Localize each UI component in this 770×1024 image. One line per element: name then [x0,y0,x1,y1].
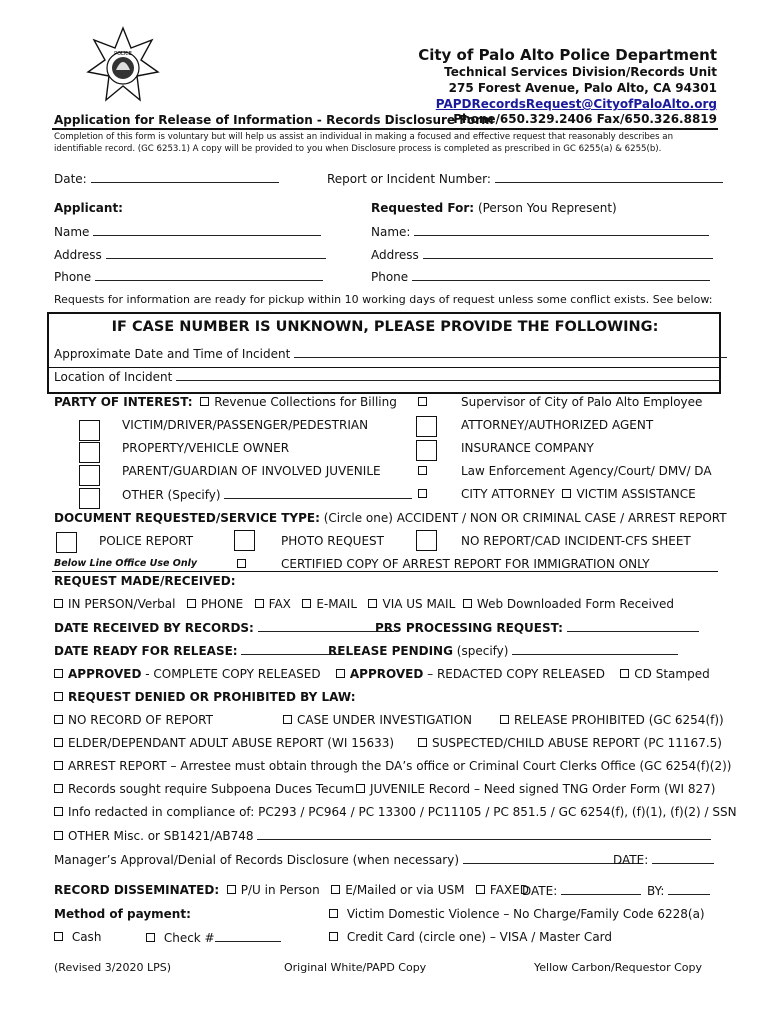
photo-request-label: PHOTO REQUEST [281,534,384,548]
other-checkbox[interactable] [79,488,100,509]
subpoena-checkbox[interactable] [54,784,63,793]
web-form-label: Web Downloaded Form Received [476,597,674,611]
in-person-checkbox[interactable] [54,599,63,608]
victim-driver-checkbox[interactable] [79,420,100,441]
police-report-checkbox[interactable] [56,532,77,553]
unknown-case-divider [49,367,719,368]
insurance-label: INSURANCE COMPANY [461,441,594,455]
certified-copy-checkbox[interactable] [237,559,246,568]
arrest-report-label: ARREST REPORT – Arrestee must obtain through the DA’s office or Criminal Court Clerks Office (GC 6254(f)(2)) [68,759,732,773]
web-form-checkbox[interactable] [463,599,472,608]
office-use-only-label: Below Line Office Use Only [54,558,198,569]
no-record-checkbox[interactable] [54,715,63,724]
department-name: City of Palo Alto Police Department [418,46,717,64]
credit-card-checkbox[interactable] [329,932,338,941]
document-type-row [54,511,727,525]
denied-checkbox[interactable] [54,692,63,701]
disseminated-row [54,883,529,897]
requested-phone-field[interactable] [371,269,710,284]
date-field[interactable] [54,171,279,186]
other-label: OTHER (Specify) [122,488,221,502]
emailed-label: E/Mailed or via USM [345,883,465,897]
applicant-name-label: Name [54,225,90,239]
property-owner-label: PROPERTY/VEHICLE OWNER [122,441,290,455]
arrest-report-checkbox[interactable] [54,761,63,770]
city-attorney-checkbox[interactable] [418,489,427,498]
approx-date-label: Approximate Date and Time of Incident [54,347,291,361]
cash-checkbox[interactable] [54,932,63,941]
disseminated-label: RECORD DISSEMINATED: [54,883,220,897]
victim-dv-checkbox[interactable] [329,909,338,918]
requested-for-heading: Requested For: (Person You Represent) [371,201,617,215]
document-type-options: (Circle one) ACCIDENT / NON OR CRIMINAL CASE / ARREST REPORT [323,511,727,525]
phone-checkbox[interactable] [187,599,196,608]
parent-guardian-checkbox[interactable] [79,465,100,486]
header-rule [52,128,718,130]
location-label: Location of Incident [54,370,173,384]
us-mail-label: VIA US MAIL [382,597,456,611]
property-owner-checkbox[interactable] [79,442,100,463]
disseminated-by-field[interactable] [647,883,710,898]
certified-copy-option[interactable] [237,557,251,571]
date-received-label: DATE RECEIVED BY RECORDS: [54,621,254,635]
child-abuse-label: SUSPECTED/CHILD ABUSE REPORT (PC 11167.5) [432,736,722,750]
victim-dv-label: Victim Domestic Violence – No Charge/Family Code 6228(a) [346,907,705,921]
city-attorney-label: CITY ATTORNEY [461,487,555,501]
date-ready-field[interactable] [54,643,341,658]
manager-date-label: DATE: [613,853,649,867]
release-prohibited-checkbox[interactable] [500,715,509,724]
release-prohibited-option [500,713,724,727]
applicant-name-field[interactable] [54,224,321,239]
no-record-option [54,713,213,727]
party-of-interest-row [54,395,397,409]
check-checkbox[interactable] [146,933,155,942]
party-label: PARTY OF INTEREST: [54,395,193,409]
subpoena-label: Records sought require Subpoena Duces Tecum [68,782,355,796]
form-title: Application for Release of Information - Records Disclosure Form [54,113,494,127]
case-under-option [283,713,472,727]
approved-redacted-checkbox[interactable] [336,669,345,678]
elder-option [54,736,394,750]
release-pending-label: RELEASE PENDING [328,644,453,658]
credit-card-option [329,930,612,944]
supervisor-option[interactable] [418,395,432,409]
manager-date-field[interactable] [613,852,714,867]
approved-row: APPROVED - COMPLETE COPY RELEASED APPROVED – REDACTED COPY RELEASED CD Stamped [54,667,710,681]
applicant-heading: Applicant: [54,201,123,215]
manager-approval-label: Manager’s Approval/Denial of Records Disclosure (when necessary) [54,853,460,867]
supervisor-label: Supervisor of City of Palo Alto Employee [461,395,703,409]
other-misc-field[interactable] [54,828,711,843]
requested-name-label: Name: [371,225,411,239]
applicant-phone-field[interactable] [54,269,323,284]
approved-complete-checkbox[interactable] [54,669,63,678]
date-label: Date: [54,172,87,186]
law-enforcement-checkbox[interactable] [418,466,427,475]
juvenile-checkbox[interactable] [356,784,365,793]
request-made-heading: REQUEST MADE/RECEIVED: [54,574,236,588]
unknown-case-heading: IF CASE NUMBER IS UNKNOWN, PLEASE PROVIDE THE FOLLOWING: [111,319,659,335]
revised-note: (Revised 3/2020 LPS) [54,961,171,974]
department-address: 275 Forest Avenue, Palo Alto, CA 94301 [448,81,717,95]
disseminated-date-field[interactable] [522,883,641,898]
pickup-note: Requests for information are ready for pickup within 10 working days of request unless some conflict exists. See below: [54,293,713,306]
specify-label: (specify) [456,644,509,658]
requested-name-field[interactable] [371,224,709,239]
no-report-checkbox[interactable] [416,530,437,551]
police-report-label: POLICE REPORT [99,534,194,548]
check-label: Check # [163,931,215,945]
other-misc-label: OTHER Misc. or SB1421/AB748 [68,829,254,843]
certified-copy-label: CERTIFIED COPY OF ARREST REPORT FOR IMMIGRATION ONLY [281,557,650,571]
disseminated-by-label: BY: [647,884,665,898]
date-ready-label: DATE READY FOR RELEASE: [54,644,238,658]
juvenile-option [356,782,715,796]
requested-phone-label: Phone [371,270,409,284]
applicant-address-field[interactable] [54,247,326,262]
approx-date-field[interactable] [54,346,727,361]
city-attorney-row [461,487,696,501]
check-field[interactable] [146,930,281,945]
case-under-checkbox[interactable] [283,715,292,724]
phone-fax: Phone/650.329.2406 Fax/650.326.8819 [453,112,717,126]
in-person-label: IN PERSON/Verbal [68,597,176,611]
date-received-field[interactable] [54,620,394,635]
juvenile-label: JUVENILE Record – Need signed TNG Order Form (WI 827) [370,782,716,796]
applicant-address-label: Address [54,248,102,262]
photo-request-checkbox[interactable] [234,530,255,551]
police-badge-logo [86,26,160,108]
pickup-label: P/U in Person [240,883,320,897]
office-use-rule [52,571,718,572]
revenue-checkbox[interactable] [200,397,209,406]
subpoena-option [54,782,354,796]
cash-label: Cash [71,930,102,944]
law-enforcement-label: Law Enforcement Agency/Court/ DMV/ DA [461,464,712,478]
pickup-checkbox[interactable] [227,885,236,894]
attorney-agent-checkbox[interactable] [416,416,437,437]
email-checkbox[interactable] [302,599,311,608]
victim-driver-label: VICTIM/DRIVER/PASSENGER/PEDESTRIAN [122,418,369,432]
release-pending-field[interactable] [328,643,678,658]
cash-option [54,930,101,944]
records-email-link[interactable]: PAPDRecordsRequest@CityofPaloAlto.org [435,97,717,111]
request-method-row [54,597,674,611]
denied-label: REQUEST DENIED OR PROHIBITED BY LAW: [68,690,356,704]
fax-checkbox[interactable] [255,599,264,608]
denied-row [54,690,356,704]
parent-guardian-label: PARENT/GUARDIAN OF INVOLVED JUVENILE [122,464,381,478]
law-enforcement-option[interactable] [418,464,432,478]
redacted-label: Info redacted in compliance of: PC293 / PC964 / PC 13300 / PC11105 / PC 851.5 / GC 6254(f), (f)(1), (f)(2) / SSN [68,805,737,819]
victim-assistance-checkbox[interactable] [562,489,571,498]
badge-text: POLICE [114,51,132,57]
credit-card-label: Credit Card (circle one) – VISA / Master Card [346,930,613,944]
unit-name: Technical Services Division/Records Unit [444,65,717,79]
payment-method-heading: Method of payment: [54,907,191,921]
prs-field[interactable] [375,620,699,635]
prs-label: PRS PROCESSING REQUEST: [375,621,563,635]
report-number-field[interactable] [327,171,723,186]
faxed-label: FAXED [489,883,529,897]
intro-line-1: Completion of this form is voluntary but will help us assist an individual in making a focused and effective request that reasonably describes an [54,132,674,142]
intro-line-2: identifiable record. (GC 6253.1) A copy will be provided to you when Disclosure process is completed as prescribed in GC 6255(a) & 6255(b). [54,144,662,154]
applicant-phone-label: Phone [54,270,92,284]
no-record-label: NO RECORD OF REPORT [68,713,213,727]
other-misc-checkbox[interactable] [54,831,63,840]
email-label: E-MAIL [316,597,358,611]
document-type-label: DOCUMENT REQUESTED/SERVICE TYPE: [54,511,320,525]
elder-checkbox[interactable] [54,738,63,747]
disseminated-date-label: DATE: [522,884,558,898]
faxed-checkbox[interactable] [476,885,485,894]
requested-address-label: Address [371,248,419,262]
approved-complete-label: - COMPLETE COPY RELEASED [141,667,321,681]
no-report-label: NO REPORT/CAD INCIDENT-CFS SHEET [461,534,691,548]
approved-redacted-label: – REDACTED COPY RELEASED [423,667,606,681]
child-abuse-checkbox[interactable] [418,738,427,747]
child-abuse-option [418,736,722,750]
elder-label: ELDER/DEPENDANT ADULT ABUSE REPORT (WI 15633) [68,736,395,750]
insurance-checkbox[interactable] [416,440,437,461]
redacted-option [54,805,737,819]
us-mail-checkbox[interactable] [368,599,377,608]
cd-stamped-label: CD Stamped [634,667,710,681]
victim-assistance-label: VICTIM ASSISTANCE [576,487,696,501]
report-number-label: Report or Incident Number: [327,172,491,186]
requested-address-field[interactable] [371,247,713,262]
attorney-agent-label: ATTORNEY/AUTHORIZED AGENT [461,418,654,432]
yellow-copy-note: Yellow Carbon/Requestor Copy [534,961,703,974]
supervisor-checkbox[interactable] [418,397,427,406]
other-specify-field[interactable] [122,487,412,502]
phone-label: PHONE [200,597,244,611]
manager-approval-field[interactable] [54,852,643,867]
city-attorney-option[interactable] [418,487,432,501]
redacted-checkbox[interactable] [54,807,63,816]
fax-label: FAX [268,597,291,611]
case-under-label: CASE UNDER INVESTIGATION [297,713,472,727]
emailed-checkbox[interactable] [331,885,340,894]
release-prohibited-label: RELEASE PROHIBITED (GC 6254(f)) [514,713,724,727]
victim-dv-option [329,907,705,921]
original-copy-note: Original White/PAPD Copy [284,961,427,974]
revenue-label: Revenue Collections for Billing [214,395,397,409]
location-field[interactable] [54,369,721,384]
cd-stamped-checkbox[interactable] [620,669,629,678]
arrest-report-option [54,759,731,773]
